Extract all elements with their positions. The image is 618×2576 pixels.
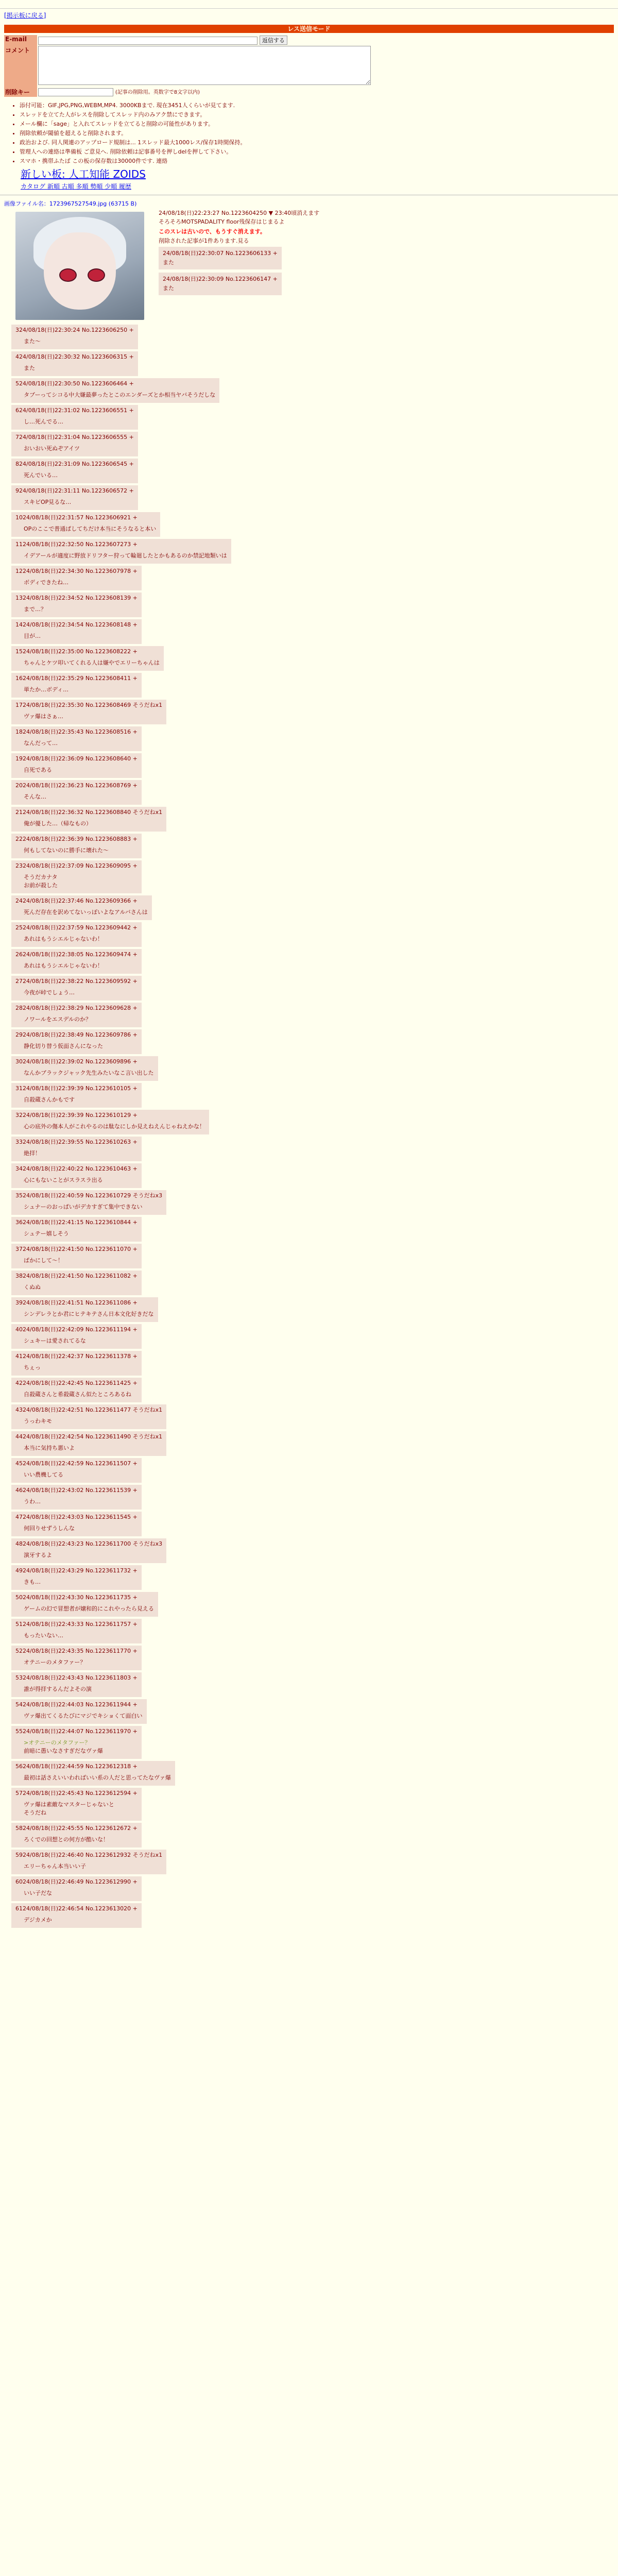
reply-body: もったいない… (24, 1632, 63, 1639)
reply-body: イデアールが適度に野放ドリフター狩って輪廻したとかもあるのか禁記地類いは (24, 552, 227, 559)
reply-body: シュテー嬉しそう (24, 1230, 69, 1237)
op-line3: 削除された記事が1件あります.見る (159, 238, 249, 244)
reply-post (11, 673, 142, 698)
reply-header[interactable]: 2024/08/18(日)22:36:23 No.1223608769 + (15, 782, 138, 789)
reply-post (11, 459, 138, 483)
reply-header[interactable]: 524/08/18(日)22:30:50 No.1223606464 + (15, 380, 134, 387)
reply-post (11, 726, 142, 751)
reply-post (11, 1056, 158, 1081)
reply-header[interactable]: 3224/08/18(日)22:39:39 No.1223610129 + (15, 1112, 138, 1118)
reply-post (11, 1029, 142, 1054)
reply-post (11, 1297, 158, 1322)
reply-header[interactable]: 5024/08/18(日)22:43:30 No.1223611735 + (15, 1594, 138, 1601)
op-thumbnail[interactable] (15, 212, 144, 320)
reply-post (11, 1788, 142, 1821)
reply-body: エリーちゃん本当いい子 (24, 1863, 86, 1870)
reply-header[interactable]: 324/08/18(日)22:30:24 No.1223606250 + (15, 327, 134, 333)
notice-item: • 削除依頼が閾値を超えると削除されます。 (20, 129, 618, 137)
reply-body: うっわキモ (24, 1418, 52, 1425)
notice-item: • 政治および. 同人関連のアップロード規制は... 1スレッド最大1000レス/保存1時間保持。 (20, 138, 618, 146)
reply-header[interactable]: 2324/08/18(日)22:37:09 No.1223609095 + (15, 862, 138, 869)
reply-header[interactable]: 24/08/18(日)22:30:09 No.1223606147 + (163, 276, 278, 282)
notice-item: • 添付可能：GIF,JPG,PNG,WEBM,MP4. 3000KBまで. 現在3451人くらいが見てます. (20, 101, 618, 109)
reply-header[interactable]: 4724/08/18(日)22:43:03 No.1223611545 + (15, 1514, 138, 1520)
reply-body: また (24, 365, 35, 371)
reply-header[interactable]: 2424/08/18(日)22:37:46 No.1223609366 + (15, 897, 138, 904)
reply-header[interactable]: 2524/08/18(日)22:37:59 No.1223609442 + (15, 924, 138, 931)
reply-post (11, 1903, 142, 1928)
reply-post (11, 619, 142, 644)
notice-item: • スマホ・携帯ふたば この板の保存数は30000件です. 連絡 (20, 157, 618, 165)
reply-header[interactable]: 4924/08/18(日)22:43:29 No.1223611732 + (15, 1567, 138, 1574)
email-field[interactable] (38, 37, 258, 45)
reply-list (0, 324, 618, 1929)
reply-body: 心の底外の傷本人がこれやるのは駄なにしか見えねえんじゃねえかな！ (24, 1123, 205, 1130)
reply-post (11, 1646, 142, 1670)
reply-body: そんな… (24, 793, 46, 800)
reply-header[interactable]: 5924/08/18(日)22:46:40 No.1223612932 そうだねx1 (15, 1852, 163, 1858)
reply-post (11, 646, 164, 671)
reply-body: 誰が得拝するんだよその演 (24, 1686, 92, 1692)
reply-body: シンデレラとか君にヒテキテさん日本文化好きだな (24, 1311, 154, 1317)
reply-header[interactable]: 2724/08/18(日)22:38:22 No.1223609592 + (15, 978, 138, 985)
reply-body: ノワールをエスデルのか？ (24, 1016, 92, 1023)
reply-header[interactable]: 1824/08/18(日)22:35:43 No.1223608516 + (15, 728, 138, 735)
reply-body: ちゃんとケツ叩いてくれる人は嫌やでエリーちゃんは (24, 659, 160, 666)
reply-body: 何回りせずうしんな (24, 1525, 75, 1532)
reply-body: スキビOP見るな… (24, 499, 72, 505)
reply-post (11, 1565, 142, 1590)
reply-body: また (163, 259, 174, 266)
reply-body: あれはもうシエルじゃないわ！ (24, 936, 103, 942)
reply-body: シュキーは愛されてるな (24, 1337, 86, 1344)
reply-header[interactable]: 5824/08/18(日)22:45:55 No.1223612672 + (15, 1825, 138, 1832)
op-line1: そろそろMOTSPADALITY floor残保存はじまるよ (159, 218, 285, 225)
reply-body: 絶拝！ (24, 1150, 41, 1157)
reply-post (11, 1431, 166, 1456)
reply-header[interactable]: 5324/08/18(日)22:43:43 No.1223611803 + (15, 1674, 138, 1681)
reply-header[interactable]: 6024/08/18(日)22:46:49 No.1223612990 + (15, 1878, 138, 1885)
reply-post (11, 1190, 166, 1215)
reply-header[interactable]: 1624/08/18(日)22:35:29 No.1223608411 + (15, 675, 138, 682)
reply-body: ヴァ爆は素敵なマスターじゃないと そうだね (24, 1801, 114, 1816)
reply-body: ヴァ爆はさぁ… (24, 713, 63, 720)
reply-header[interactable]: 1424/08/18(日)22:34:54 No.1223608148 + (15, 621, 138, 628)
reply-post (159, 247, 282, 269)
reply-header[interactable]: 424/08/18(日)22:30:32 No.1223606315 + (15, 353, 134, 360)
reply-header[interactable]: 1324/08/18(日)22:34:52 No.1223608139 + (15, 595, 138, 601)
reply-post (11, 807, 166, 832)
reply-header[interactable]: 4224/08/18(日)22:42:45 No.1223611425 + (15, 1380, 138, 1386)
reply-body: うわ… (24, 1498, 41, 1505)
return-link[interactable]: [掲示板に戻る] (4, 12, 46, 19)
op-meta: 24/08/18(日)22:23:27 No.1223604250 ▼ 23:40頃消えます (159, 210, 320, 216)
reply-header[interactable]: 2224/08/18(日)22:36:39 No.1223608883 + (15, 836, 138, 842)
reply-post (11, 1351, 142, 1376)
reply-body: ボディできたね… (24, 579, 69, 586)
reply-header[interactable]: 3924/08/18(日)22:41:51 No.1223611086 + (15, 1299, 138, 1306)
reply-body: なんだって… (24, 740, 58, 747)
reply-header[interactable]: 3724/08/18(日)22:41:50 No.1223611070 + (15, 1246, 138, 1252)
reply-body: なんかブラックジャック先生みたいなこ言い出した (24, 1070, 154, 1076)
reply-post (11, 1761, 175, 1786)
reply-body: 死んだ存在を訳めてないっぽいよなアルバさんは (24, 909, 148, 916)
reply-header[interactable]: 4524/08/18(日)22:42:59 No.1223611507 + (15, 1460, 138, 1467)
reply-header[interactable]: 3524/08/18(日)22:40:59 No.1223610729 そうだねx3 (15, 1192, 163, 1199)
reply-header[interactable]: 3624/08/18(日)22:41:15 No.1223610844 + (15, 1219, 138, 1226)
reply-post (11, 405, 138, 430)
reply-post (11, 1110, 209, 1134)
notice-list (4, 101, 618, 165)
reply-body: 目が… (24, 633, 41, 639)
reply-post (11, 780, 142, 805)
comment-field[interactable] (38, 46, 371, 85)
reply-header[interactable]: 2924/08/18(日)22:38:49 No.1223609786 + (15, 1031, 138, 1038)
op-file-label[interactable]: 画像ファイル名：1723967527549.jpg (63715 B) (4, 200, 137, 207)
op-post (4, 199, 614, 324)
top-line (0, 0, 618, 9)
notice-item: • 管理人への連絡は準備板 ご意見へ. 削除依頼は記事番号を押しdelを押して下さい。 (20, 147, 618, 156)
reply-header[interactable]: 4624/08/18(日)22:43:02 No.1223611539 + (15, 1487, 138, 1494)
reply-header[interactable]: 3024/08/18(日)22:39:02 No.1223609896 + (15, 1058, 138, 1065)
reply-body: あれはもうシエルじゃないわ！ (24, 962, 103, 969)
reply-post (11, 1458, 142, 1483)
reply-body: ばかにして～！ (24, 1257, 63, 1264)
reply-body: 俺が優した…（帰なもの） (24, 820, 92, 827)
reply-post (11, 566, 142, 590)
reply-post (11, 1672, 142, 1697)
submit-button[interactable]: 返信する (260, 36, 287, 45)
reply-header[interactable]: 824/08/18(日)22:31:09 No.1223606545 + (15, 461, 134, 467)
reply-header[interactable]: 2124/08/18(日)22:36:32 No.1223608840 そうだねx1 (15, 809, 163, 816)
reply-body: ろくでの回想との何方が酷いな！ (24, 1836, 109, 1843)
reply-post (11, 1876, 142, 1901)
reply-post (11, 1592, 158, 1617)
reply-post (11, 949, 142, 974)
reply-post (11, 834, 142, 858)
reply-header[interactable]: 724/08/18(日)22:31:04 No.1223606555 + (15, 434, 134, 440)
reply-body: 今夜が峠でしょう… (24, 989, 75, 996)
header-title: レス送信モード (4, 25, 614, 33)
reply-body: きも… (24, 1579, 41, 1585)
reply-header[interactable]: 5724/08/18(日)22:45:43 No.1223612594 + (15, 1790, 138, 1797)
reply-header[interactable]: 1524/08/18(日)22:35:00 No.1223608222 + (15, 648, 138, 655)
comment-label: コメント (4, 45, 37, 87)
reply-body: 自死である (24, 767, 52, 773)
reply-body: 静化切り替う仮面さんになった (24, 1043, 103, 1049)
reply-header[interactable]: 3824/08/18(日)22:41:50 No.1223611082 + (15, 1273, 138, 1279)
board-title (21, 166, 618, 181)
reply-post (11, 432, 138, 456)
reply-header[interactable]: 5424/08/18(日)22:44:03 No.1223611944 + (15, 1701, 138, 1708)
notice-item: • スレッドを立てた人がレスを削除してスレッド内のみアク禁にできます。 (20, 110, 618, 118)
reply-body: ちぇっ (24, 1364, 41, 1371)
reply-post (11, 860, 142, 893)
reply-body: >オテニーのメタファー？ 前暗に愚いなさすぎだなヴァ爆 (24, 1739, 103, 1754)
reply-post (11, 485, 138, 510)
reply-body: 自殺蔵さんと希殺蔵さん似たところあるね (24, 1391, 131, 1398)
catalog-links[interactable]: カタログ 新順 古順 多順 勢順 少順 履歴 (21, 183, 131, 190)
reply-body: 本当に気持ち悪いよ (24, 1445, 75, 1451)
reply-post (11, 1324, 142, 1349)
reply-post (11, 592, 142, 617)
reply-post (11, 1003, 142, 1027)
reply-header[interactable]: 1124/08/18(日)22:32:50 No.1223607273 + (15, 541, 138, 548)
delete-note: (記事の削除用。英数字で8文字以内) (115, 90, 200, 95)
reply-body: オテニーのメタファー？ (24, 1659, 86, 1666)
reply-post (11, 1512, 142, 1536)
reply-post (11, 1404, 166, 1429)
reply-header[interactable]: 4024/08/18(日)22:42:09 No.1223611194 + (15, 1326, 138, 1333)
reply-post (11, 351, 138, 376)
reply-header[interactable]: 1924/08/18(日)22:36:09 No.1223608640 + (15, 755, 138, 762)
reply-body: OPのここで普通ぱしてちだけ本当にそうなると本い (24, 526, 157, 532)
reply-body: そうだカナタ お前が殺した (24, 874, 58, 889)
reply-header[interactable]: 1024/08/18(日)22:31:57 No.1223606921 + (15, 514, 138, 521)
op-line2: このスレは古いので、もうすぐ消えます。 (159, 228, 266, 235)
reply-post (11, 1850, 166, 1874)
reply-body: 最初は話さえいいわればいい系の人だと思ってたなヴァ爆 (24, 1774, 171, 1781)
reply-header[interactable]: 4824/08/18(日)22:43:23 No.1223611700 そうだねx3 (15, 1540, 163, 1547)
reply-post (11, 1137, 142, 1161)
reply-post (11, 1538, 166, 1563)
reply-body: おいおい死ぬぞアイツ (24, 445, 80, 452)
reply-post (11, 753, 142, 778)
reply-post (11, 895, 152, 920)
reply-body: シュナーのおっぱいがデカすぎて集中できない (24, 1204, 143, 1210)
reply-body: いい子だな (24, 1890, 52, 1896)
reply-post (11, 512, 160, 537)
reply-post (11, 1163, 142, 1188)
reply-body: いい農機してる (24, 1471, 63, 1478)
reply-header[interactable]: 4324/08/18(日)22:42:51 No.1223611477 そうだねx1 (15, 1406, 163, 1413)
reply-post (11, 1083, 142, 1108)
reply-body: まで…？ (24, 606, 46, 613)
reply-body: 演牙するよ (24, 1552, 52, 1558)
reply-body: デジカメか (24, 1917, 52, 1923)
reply-header[interactable]: 1224/08/18(日)22:34:30 No.1223607978 + (15, 568, 138, 574)
reply-post (11, 378, 219, 403)
reply-form (4, 35, 372, 97)
reply-header[interactable]: 3124/08/18(日)22:39:39 No.1223610105 + (15, 1085, 138, 1092)
reply-header[interactable]: 5224/08/18(日)22:43:35 No.1223611770 + (15, 1648, 138, 1654)
reply-post (11, 325, 138, 349)
reply-header[interactable]: 2824/08/18(日)22:38:29 No.1223609628 + (15, 1005, 138, 1011)
reply-header[interactable]: 2624/08/18(日)22:38:05 No.1223609474 + (15, 951, 138, 958)
reply-body: ヴァ爆出てくるたびにマジでキショくて面白い (24, 1713, 143, 1719)
reply-body: また (163, 285, 174, 292)
reply-header[interactable]: 924/08/18(日)22:31:11 No.1223606572 + (15, 487, 134, 494)
return-link-wrap (4, 11, 614, 20)
reply-post (11, 1699, 147, 1724)
reply-header[interactable]: 1724/08/18(日)22:35:30 No.1223608469 そうだねx1 (15, 702, 163, 708)
reply-post (11, 976, 142, 1001)
reply-header[interactable]: 4424/08/18(日)22:42:54 No.1223611490 そうだねx1 (15, 1433, 163, 1440)
reply-header[interactable]: 624/08/18(日)22:31:02 No.1223606551 + (15, 407, 134, 414)
notice-item: • メール欄に「sage」と入れてスレッドを立てると削除の可能性があります。 (20, 120, 618, 128)
reply-post (11, 539, 231, 564)
reply-body: ゲームの幻で冒想者が嬢和的にこれやったら見える (24, 1605, 154, 1612)
reply-post (11, 1726, 142, 1759)
board-title-text[interactable]: 新しい板: 人工知能 ZOIDS (21, 168, 146, 180)
reply-post (11, 922, 142, 947)
reply-post (11, 700, 166, 724)
reply-post (11, 1485, 142, 1510)
reply-body: 死んでいる… (24, 472, 58, 479)
reply-post (159, 273, 282, 295)
reply-header[interactable]: 3424/08/18(日)22:40:22 No.1223610463 + (15, 1165, 138, 1172)
reply-header[interactable]: 6124/08/18(日)22:46:54 No.1223613020 + (15, 1905, 138, 1912)
reply-body: タブーってシコる中大嫌最夢ったとこのエンダーズとか相当ヤバそうだしな (24, 392, 216, 398)
reply-header[interactable]: 5624/08/18(日)22:44:59 No.1223612318 + (15, 1763, 138, 1770)
reply-body: 何もしてないのに勝手に壊れた～ (24, 847, 109, 854)
reply-post (11, 1217, 142, 1242)
reply-header[interactable]: 24/08/18(日)22:30:07 No.1223606133 + (163, 250, 278, 257)
delete-label: 削除キー (4, 87, 37, 97)
reply-body: また～ (24, 338, 41, 345)
reply-post (11, 1619, 142, 1643)
reply-body: 心にもないことがスラスラ出る (24, 1177, 103, 1183)
reply-body: 単たか…ボディ… (24, 686, 69, 693)
reply-body: くぬぬ (24, 1284, 41, 1291)
email-label: E-mail (4, 35, 37, 45)
reply-post (11, 1823, 142, 1848)
reply-header[interactable]: 5124/08/18(日)22:43:33 No.1223611757 + (15, 1621, 138, 1628)
reply-body: 自殺蔵さんかもです (24, 1096, 75, 1103)
reply-header[interactable]: 4124/08/18(日)22:42:37 No.1223611378 + (15, 1353, 138, 1360)
reply-post (11, 1244, 142, 1268)
delete-key-field[interactable] (38, 88, 113, 96)
reply-body: し…死んでる… (24, 418, 63, 425)
reply-post (11, 1270, 142, 1295)
reply-header[interactable]: 3324/08/18(日)22:39:55 No.1223610263 + (15, 1139, 138, 1145)
reply-post (11, 1378, 142, 1402)
reply-header[interactable]: 5524/08/18(日)22:44:07 No.1223611970 + (15, 1728, 138, 1735)
